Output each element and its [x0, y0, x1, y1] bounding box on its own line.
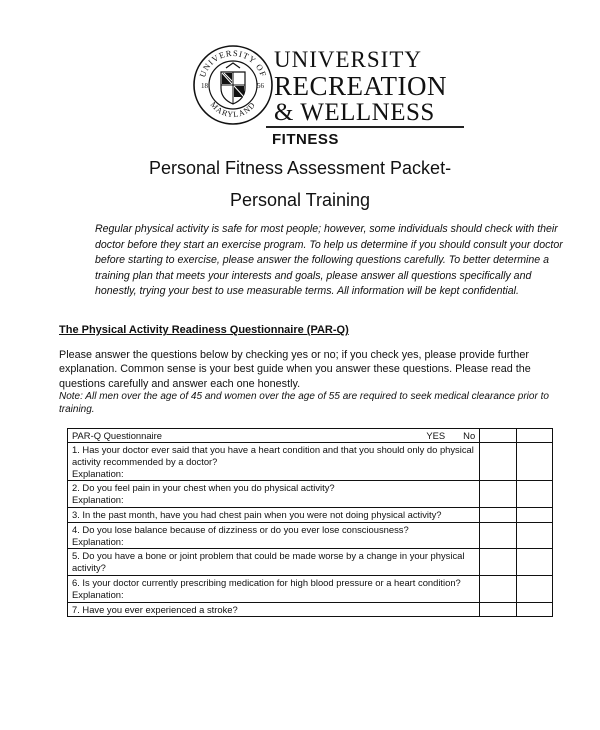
- yes-checkbox-cell[interactable]: [480, 549, 516, 576]
- no-checkbox-cell[interactable]: [516, 522, 552, 549]
- yes-checkbox-cell[interactable]: [480, 443, 516, 481]
- question-row: [68, 443, 553, 481]
- svg-text:18: 18: [201, 82, 208, 90]
- no-checkbox-cell[interactable]: [516, 549, 552, 576]
- question-text: 7. Have you ever experienced a stroke?: [72, 603, 238, 615]
- explanation-label[interactable]: Explanation:: [72, 467, 124, 479]
- question-cell: [68, 522, 480, 549]
- parq-table: [67, 428, 553, 617]
- explanation-label[interactable]: Explanation:: [72, 588, 124, 600]
- brand-wellness: & WELLNESS: [274, 99, 435, 126]
- note-paragraph: Note: All men over the age of 45 and women over the age of 55 are required to seek medical clearance prior to training.: [59, 391, 549, 416]
- document-subtitle: Personal Training: [229, 190, 371, 210]
- intro-paragraph: Regular physical activity is safe for most people; however, some individuals should check with their doctor before they start an exercise program. To help us determine if you should consult your doctor before starting to exercise, please answer the following questions carefully. To better determine a training plan that meets your interests and goals, please answer all questions specifically and honestly, trying your best to use measurable terms. All information will be kept confidential.: [95, 223, 563, 298]
- yes-checkbox-cell[interactable]: [480, 481, 516, 508]
- table-header-cell: [68, 429, 480, 443]
- no-checkbox-cell[interactable]: [516, 507, 552, 522]
- question-text: 2. Do you feel pain in your chest when you do physical activity?: [72, 482, 335, 494]
- table-header-row: [68, 429, 553, 443]
- yes-checkbox-cell[interactable]: [480, 522, 516, 549]
- question-row: [68, 549, 553, 576]
- question-text: 4. Do you lose balance because of dizziness or do you ever lose consciousness?: [72, 523, 409, 535]
- table-header-label: PAR-Q Questionnaire: [72, 430, 162, 441]
- yes-column-label: YES: [426, 430, 446, 441]
- question-row: [68, 522, 553, 549]
- no-checkbox-cell[interactable]: [516, 481, 552, 508]
- question-row: [68, 481, 553, 508]
- question-cell: [68, 602, 480, 617]
- no-header-cell: [516, 429, 552, 443]
- question-text: 3. In the past month, have you had chest pain when you were not doing physical activity?: [72, 508, 442, 520]
- svg-text:MARYLAND: MARYLAND: [208, 100, 258, 120]
- section-heading: The Physical Activity Readiness Questionnaire (PAR-Q): [59, 324, 349, 336]
- university-seal-logo: [192, 44, 274, 126]
- brand-university: UNIVERSITY: [274, 47, 422, 72]
- no-checkbox-cell[interactable]: [516, 575, 552, 602]
- yes-checkbox-cell[interactable]: [480, 602, 516, 617]
- question-text: 1. Has your doctor ever said that you have a heart condition and that you should only do physical activity recommended by a doctor?: [72, 444, 474, 467]
- explanation-label[interactable]: Explanation:: [72, 494, 124, 506]
- question-cell: [68, 549, 480, 576]
- question-cell: [68, 507, 480, 522]
- instructions-paragraph: Please answer the questions below by checking yes or no; if you check yes, please provide further explanation. Common sense is your best guide when you answer these questions. Please read the questions carefully and answer each one honestly.: [59, 349, 531, 390]
- no-column-label: No: [463, 430, 476, 441]
- no-checkbox-cell[interactable]: [516, 443, 552, 481]
- question-row: [68, 507, 553, 522]
- question-cell: [68, 481, 480, 508]
- svg-text:UNIVERSITY OF: UNIVERSITY OF: [197, 47, 269, 79]
- brand-recreation: RECREATION: [274, 71, 447, 101]
- document-title: Personal Fitness Assessment Packet-: [148, 158, 452, 178]
- explanation-label[interactable]: Explanation:: [72, 535, 124, 547]
- no-checkbox-cell[interactable]: [516, 602, 552, 617]
- question-cell: [68, 575, 480, 602]
- question-row: [68, 602, 553, 617]
- svg-text:56: 56: [257, 82, 264, 90]
- question-cell: [68, 443, 480, 481]
- brand-wordmark: [274, 48, 474, 126]
- question-text: 5. Do you have a bone or joint problem that could be made worse by a change in your physical activity?: [72, 550, 465, 574]
- yes-header-cell: [480, 429, 516, 443]
- brand-divider: [266, 126, 464, 128]
- brand-subtitle: FITNESS: [272, 131, 339, 148]
- question-text: 6. Is your doctor currently prescribing medication for high blood pressure or a heart condition?: [72, 576, 461, 588]
- question-row: [68, 575, 553, 602]
- yes-checkbox-cell[interactable]: [480, 507, 516, 522]
- yes-checkbox-cell[interactable]: [480, 575, 516, 602]
